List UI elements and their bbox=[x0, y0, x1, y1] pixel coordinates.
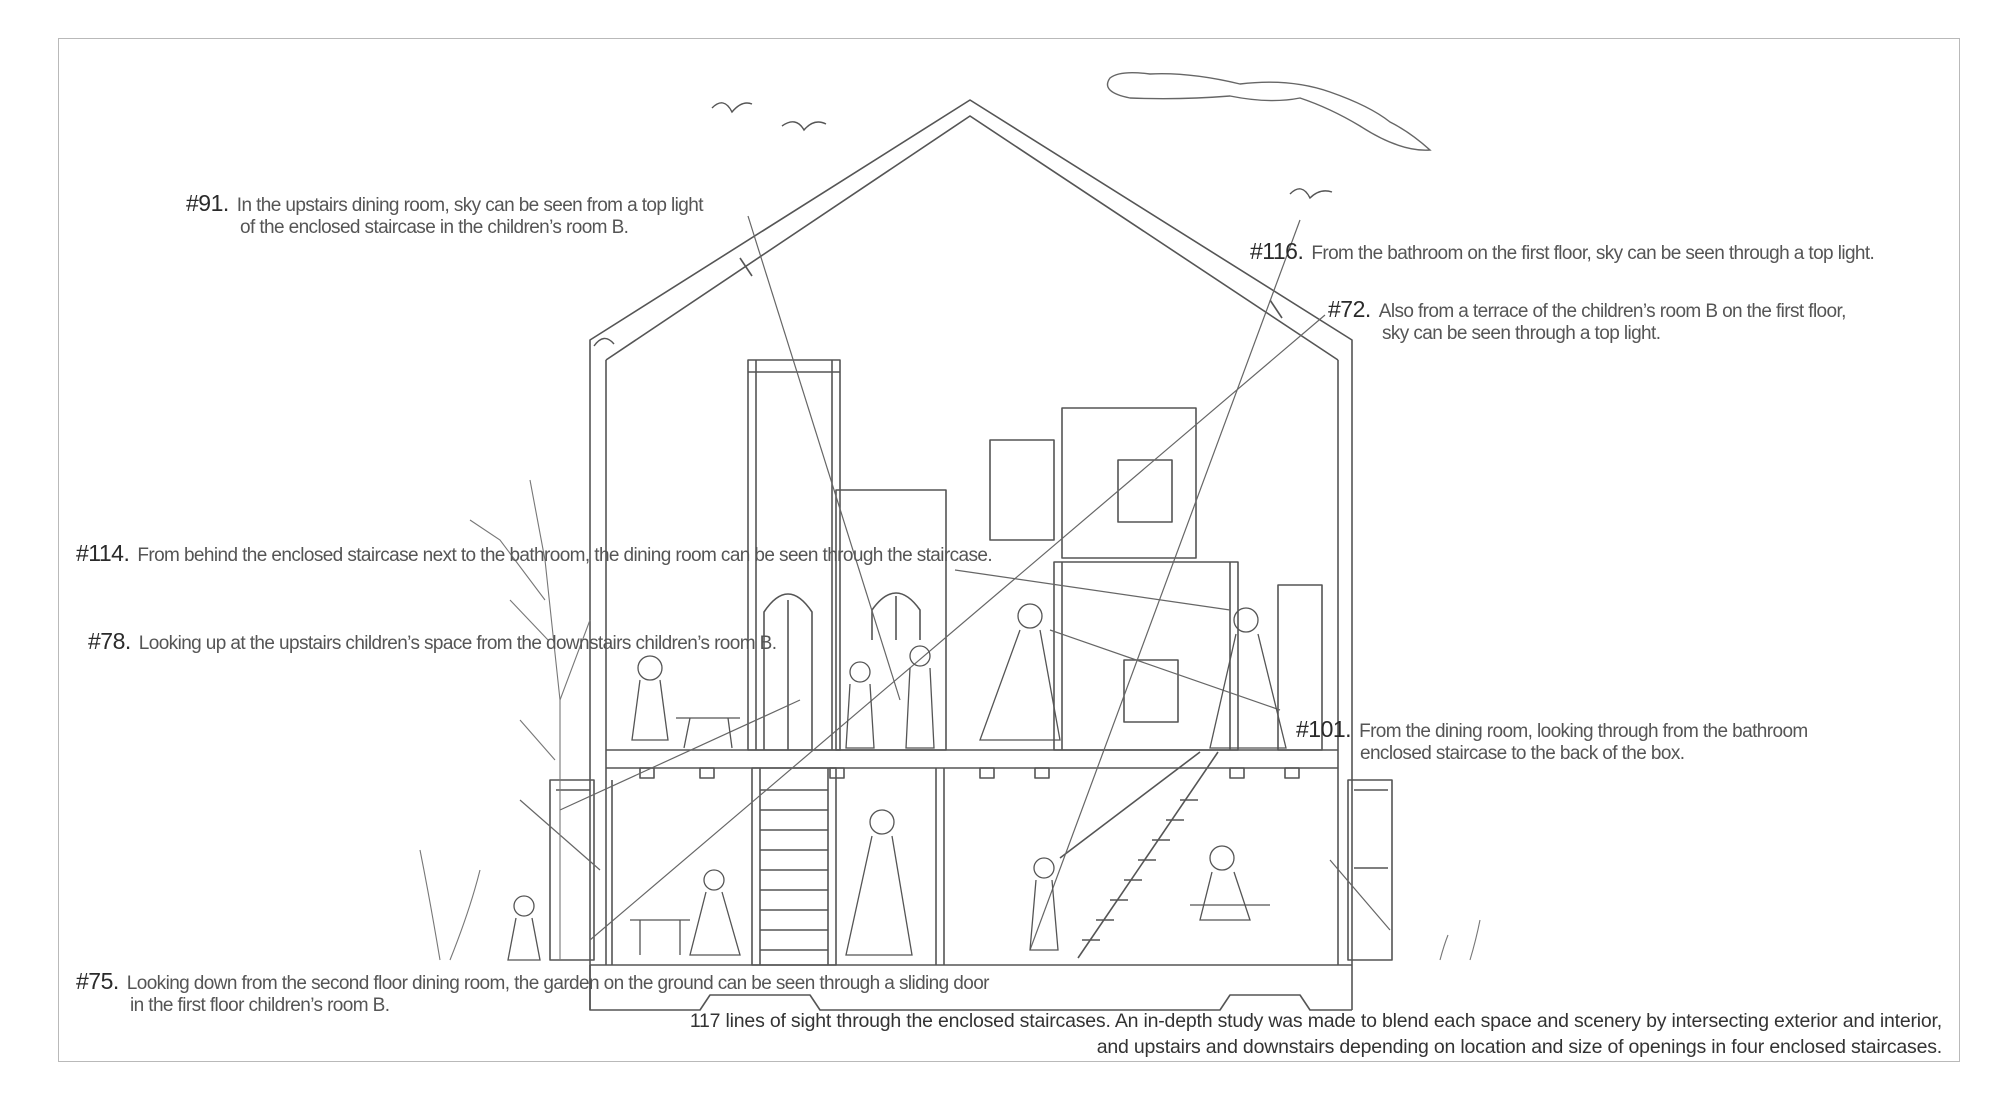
bird-icon bbox=[712, 103, 752, 112]
annotation-116 bbox=[1250, 238, 1874, 265]
annotation-78 bbox=[88, 628, 776, 655]
annotation-101 bbox=[1296, 716, 1808, 765]
annotation-text-line2: enclosed staircase to the back of the box. bbox=[1360, 743, 1685, 764]
figure-star-dress bbox=[1210, 608, 1286, 748]
exterior-doors bbox=[550, 780, 1392, 960]
figure-downstairs-woman bbox=[846, 810, 912, 955]
annotation-91 bbox=[186, 190, 703, 239]
figure-seated-right bbox=[1190, 846, 1270, 920]
annotation-number: #114. bbox=[76, 540, 130, 566]
table-dining bbox=[676, 718, 740, 748]
annotation-number: #75. bbox=[76, 968, 119, 994]
partition-walls bbox=[612, 768, 944, 965]
figure-standing-dress bbox=[980, 604, 1060, 740]
floor-slab bbox=[606, 750, 1338, 778]
annotation-text: In the upstairs dining room, sky can be seen from a top light bbox=[236, 195, 703, 216]
annotation-114 bbox=[76, 540, 992, 567]
figure-caption bbox=[690, 1008, 1942, 1060]
figure-children-pair bbox=[846, 646, 934, 748]
annotation-text: Looking up at the upstairs children’s space from the downstairs children’s room B. bbox=[138, 633, 777, 654]
annotation-text: Also from a terrace of the children’s room B on the first floor, bbox=[1378, 301, 1846, 322]
annotation-text-line2: sky can be seen through a top light. bbox=[1382, 323, 1661, 344]
annotation-text-line2: of the enclosed staircase in the children’s room B. bbox=[240, 217, 629, 238]
people-figures bbox=[508, 604, 1286, 960]
annotation-number: #78. bbox=[88, 628, 131, 654]
figure-child-stairs bbox=[1030, 858, 1058, 950]
annotation-number: #91. bbox=[186, 190, 229, 216]
birds bbox=[594, 103, 1332, 346]
annotation-text: From behind the enclosed staircase next to the bathroom, the dining room can be seen through the staircase. bbox=[137, 545, 993, 566]
caption-line1: 117 lines of sight through the enclosed staircases. An in-depth study was made to blend each space and scenery by intersecting exterior and interior, bbox=[689, 1010, 1942, 1032]
annotation-number: #72. bbox=[1328, 296, 1371, 322]
annotation-number: #116. bbox=[1250, 238, 1304, 264]
annotation-text-line2: in the first floor children’s room B. bbox=[130, 995, 390, 1016]
figure-child-garden bbox=[508, 896, 540, 960]
bird-icon bbox=[782, 122, 826, 130]
figure-dining-left bbox=[632, 656, 668, 740]
table-downstairs bbox=[630, 920, 690, 955]
annotation-text: Looking down from the second floor dining room, the garden on the ground can be seen through a sliding door bbox=[126, 973, 989, 994]
annotation-72 bbox=[1328, 296, 1846, 345]
staircase-tower-left bbox=[748, 360, 840, 965]
annotation-text: From the bathroom on the first floor, sky can be seen through a top light. bbox=[1311, 243, 1875, 264]
cloud bbox=[1108, 73, 1431, 150]
bird-icon bbox=[594, 338, 614, 346]
interior-stair bbox=[1060, 752, 1218, 958]
annotation-text: From the dining room, looking through from the bathroom bbox=[1359, 721, 1808, 742]
annotation-number: #101. bbox=[1296, 716, 1352, 742]
bird-icon bbox=[1290, 189, 1332, 198]
figure-seated-left bbox=[690, 870, 740, 955]
sight-lines bbox=[520, 216, 1390, 950]
caption-line2: and upstairs and downstairs depending on location and size of openings in four enclosed staircases. bbox=[1096, 1036, 1942, 1058]
